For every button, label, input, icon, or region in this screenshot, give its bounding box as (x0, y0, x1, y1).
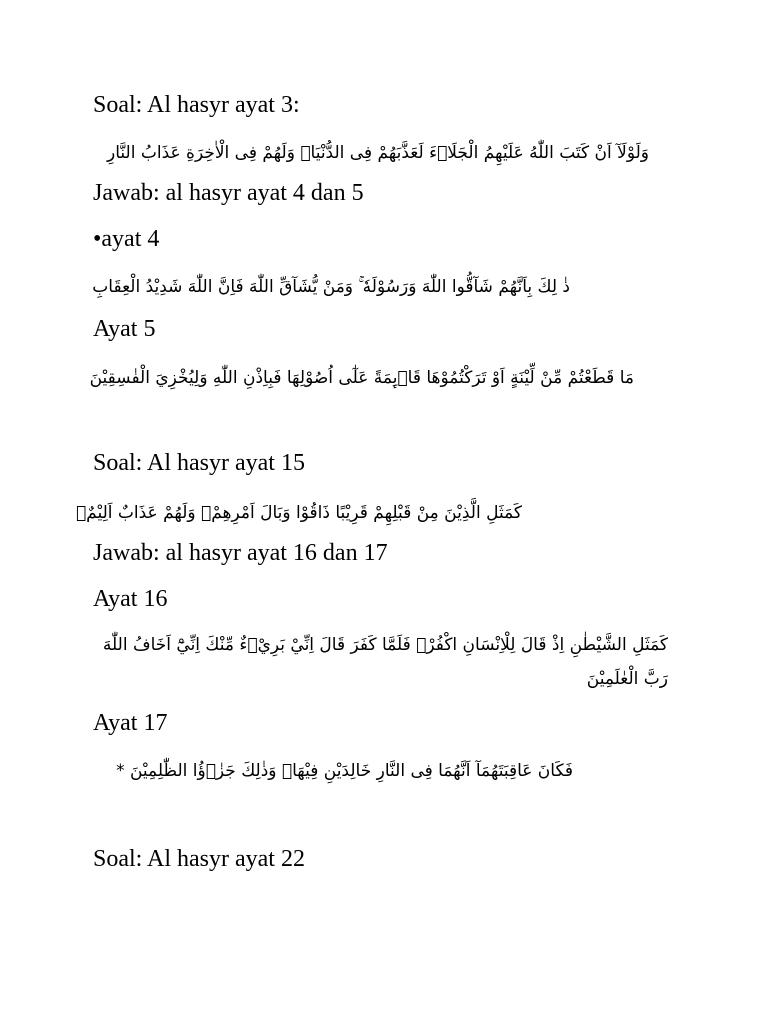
question-heading-ayat-22: Soal: Al hasyr ayat 22 (93, 846, 305, 872)
arabic-verse-ayat-4: ذٰ لِكَ بِاَنَّهُمْ شَآقُّوا اللّٰهَ وَرَسُوْلَهٗ ۚ وَمَنْ يُّشَآقِّ اللّٰهَ فَاِنَّ اللّٰهَ شَدِيْدُ الْعِقَابِ (92, 277, 570, 297)
question-heading-ayat-3: Soal: Al hasyr ayat 3: (93, 92, 300, 118)
question-heading-ayat-15: Soal: Al hasyr ayat 15 (93, 450, 305, 476)
arabic-verse-ayat-3: وَلَوْلَآ اَنْ كَتَبَ اللّٰهُ عَلَيْهِمُ الْجَلَاۤءَ لَعَذَّبَهُمْ فِى الدُّنْيَاۗ وَلَهُمْ فِى الْاٰخِرَةِ عَذَابُ النَّارِ (107, 143, 649, 163)
arabic-verse-ayat-16: كَمَثَلِ الشَّيْطٰنِ اِذْ قَالَ لِلْاِنْسَانِ اكْفُرْۚ فَلَمَّا كَفَرَ قَالَ اِنِّيْ بَرِيْۤءٌ مِّنْكَ اِنِّيْٓ اَخَافُ اللّٰهَ رَبَّ الْعٰلَمِيْنَ (102, 635, 668, 689)
arabic-verse-ayat-15: كَمَثَلِ الَّذِيْنَ مِنْ قَبْلِهِمْ قَرِيْبًا ذَاقُوْا وَبَالَ اَمْرِهِمْۚ وَلَهُمْ عَذَابٌ اَلِيْمٌۚ (75, 503, 522, 523)
subheading-ayat-16: Ayat 16 (93, 586, 168, 612)
arabic-verse-ayat-5: مَا قَطَعْتُمْ مِّنْ لِّيْنَةٍ اَوْ تَرَكْتُمُوْهَا قَاۤىِٕمَةً عَلٰٓى اُصُوْلِهَا فَبِاِذْنِ اللّٰهِ وَلِيُخْزِيَ الْفٰسِقِيْنَ (89, 368, 634, 388)
arabic-verse-ayat-17: فَكَانَ عَاقِبَتَهُمَآ اَنَّهُمَا فِى النَّارِ خَالِدَيْنِ فِيْهَاۗ وَذٰلِكَ جَزٰۤؤُا الظّٰلِمِيْنَ * (116, 761, 573, 781)
answer-heading-ayat-16-17: Jawab: al hasyr ayat 16 dan 17 (93, 540, 388, 566)
subheading-ayat-5: Ayat 5 (93, 316, 156, 342)
subheading-ayat-4: •ayat 4 (93, 226, 160, 252)
answer-heading-ayat-4-5: Jawab: al hasyr ayat 4 dan 5 (93, 180, 364, 206)
subheading-ayat-17: Ayat 17 (93, 710, 168, 736)
